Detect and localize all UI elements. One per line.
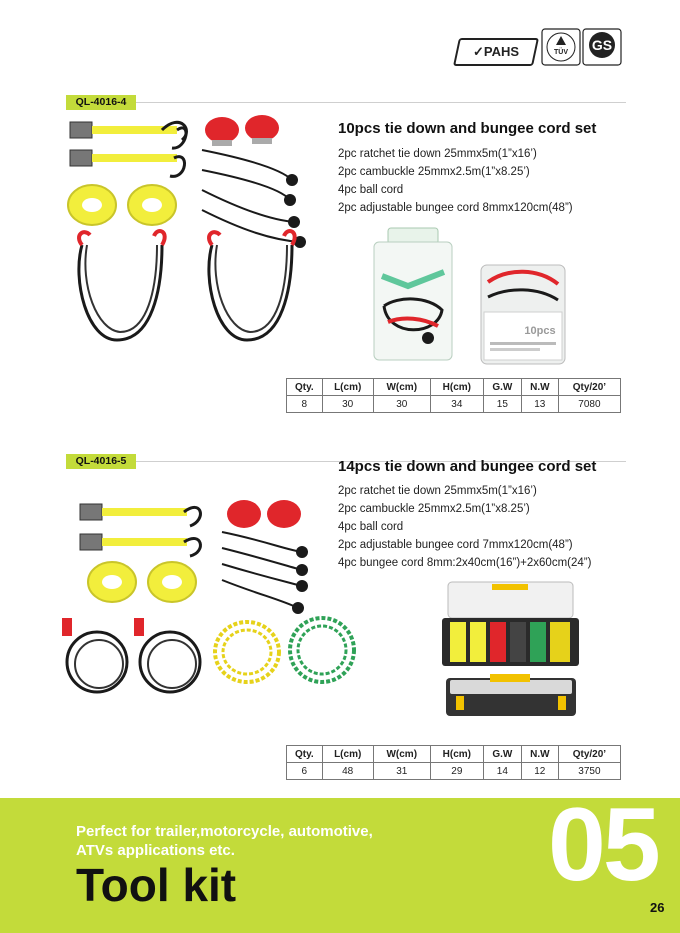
ratchet-strap xyxy=(70,122,186,148)
table-cell: 6 xyxy=(287,763,323,780)
spec-item: 4pc bungee cord 8mm:2x40cm(16”)+2x60cm(24”) xyxy=(338,557,592,569)
packing-table xyxy=(286,378,621,413)
table-cell: 30 xyxy=(322,396,373,413)
table-header-cell: H(cm) xyxy=(430,379,483,396)
product-image-tie-down-kit-10pcs xyxy=(62,110,332,370)
package-label: 10pcs xyxy=(524,325,556,337)
table-header-cell: N.W xyxy=(521,746,558,763)
packing-table-header-row xyxy=(287,746,621,763)
table-header-cell: G.W xyxy=(483,746,521,763)
product-code-badge: QL-4016-4 xyxy=(66,95,136,110)
table-cell: 30 xyxy=(373,396,430,413)
table-header-cell: N.W xyxy=(521,379,558,396)
package-toolbox xyxy=(438,580,583,720)
package-clear-box xyxy=(368,226,458,366)
table-cell: 8 xyxy=(287,396,323,413)
package-labelled-box xyxy=(478,262,568,367)
spec-list xyxy=(338,482,591,572)
table-header-cell: W(cm) xyxy=(373,379,430,396)
spec-list xyxy=(338,145,573,217)
table-cell: 14 xyxy=(483,763,521,780)
table-header-cell: L(cm) xyxy=(322,379,373,396)
table-header-cell: L(cm) xyxy=(322,746,373,763)
pahs-mark: ✓PAHS xyxy=(453,38,539,66)
spec-item: 2pc cambuckle 25mmx2.5m(1”x8.25’) xyxy=(338,503,530,515)
chapter-number: 05 xyxy=(548,787,658,903)
footer-tagline xyxy=(76,822,373,860)
product-image-tie-down-kit-14pcs xyxy=(62,490,372,705)
table-cell: 13 xyxy=(521,396,558,413)
tagline-line: ATVs applications etc. xyxy=(76,842,235,859)
packing-table xyxy=(286,745,621,780)
table-cell: 7080 xyxy=(558,396,620,413)
packing-table-header-row xyxy=(287,379,621,396)
table-cell: 34 xyxy=(430,396,483,413)
table-cell: 31 xyxy=(373,763,430,780)
table-cell: 15 xyxy=(483,396,521,413)
table-header-cell: Qty. xyxy=(287,746,323,763)
spec-item: 4pc ball cord xyxy=(338,521,404,533)
table-header-cell: G.W xyxy=(483,379,521,396)
section-divider xyxy=(66,102,626,103)
spec-item: 2pc ratchet tie down 25mmx5m(1”x16’) xyxy=(338,148,537,160)
section-title: Tool kit xyxy=(76,859,237,911)
table-header-cell: W(cm) xyxy=(373,746,430,763)
table-cell: 3750 xyxy=(558,763,620,780)
spec-item: 2pc adjustable bungee cord 7mmx120cm(48”) xyxy=(338,539,573,551)
spec-item: 2pc ratchet tie down 25mmx5m(1”x16’) xyxy=(338,485,537,497)
spec-item: 2pc adjustable bungee cord 8mmx120cm(48”) xyxy=(338,202,573,214)
tagline-line: Perfect for trailer,motorcycle, automotive, xyxy=(76,823,373,840)
table-cell: 29 xyxy=(430,763,483,780)
table-header-cell: Qty/20’ xyxy=(558,379,620,396)
page-number: 26 xyxy=(650,900,665,915)
product-code-badge: QL-4016-5 xyxy=(66,454,136,469)
spec-item: 4pc ball cord xyxy=(338,184,404,196)
table-header-cell: H(cm) xyxy=(430,746,483,763)
table-header-cell: Qty/20’ xyxy=(558,746,620,763)
product-title: 10pcs tie down and bungee cord set xyxy=(338,120,597,137)
table-cell: 12 xyxy=(521,763,558,780)
table-cell: 48 xyxy=(322,763,373,780)
tuv-label: TÜV xyxy=(554,49,568,56)
tuv-certification-icon xyxy=(541,28,581,66)
table-row xyxy=(287,763,621,780)
table-row xyxy=(287,396,621,413)
gs-certification-icon xyxy=(582,28,622,66)
gs-label: GS xyxy=(591,37,613,53)
spec-item: 2pc cambuckle 25mmx2.5m(1”x8.25’) xyxy=(338,166,530,178)
table-header-cell: Qty. xyxy=(287,379,323,396)
product-title: 14pcs tie down and bungee cord set xyxy=(338,458,597,475)
